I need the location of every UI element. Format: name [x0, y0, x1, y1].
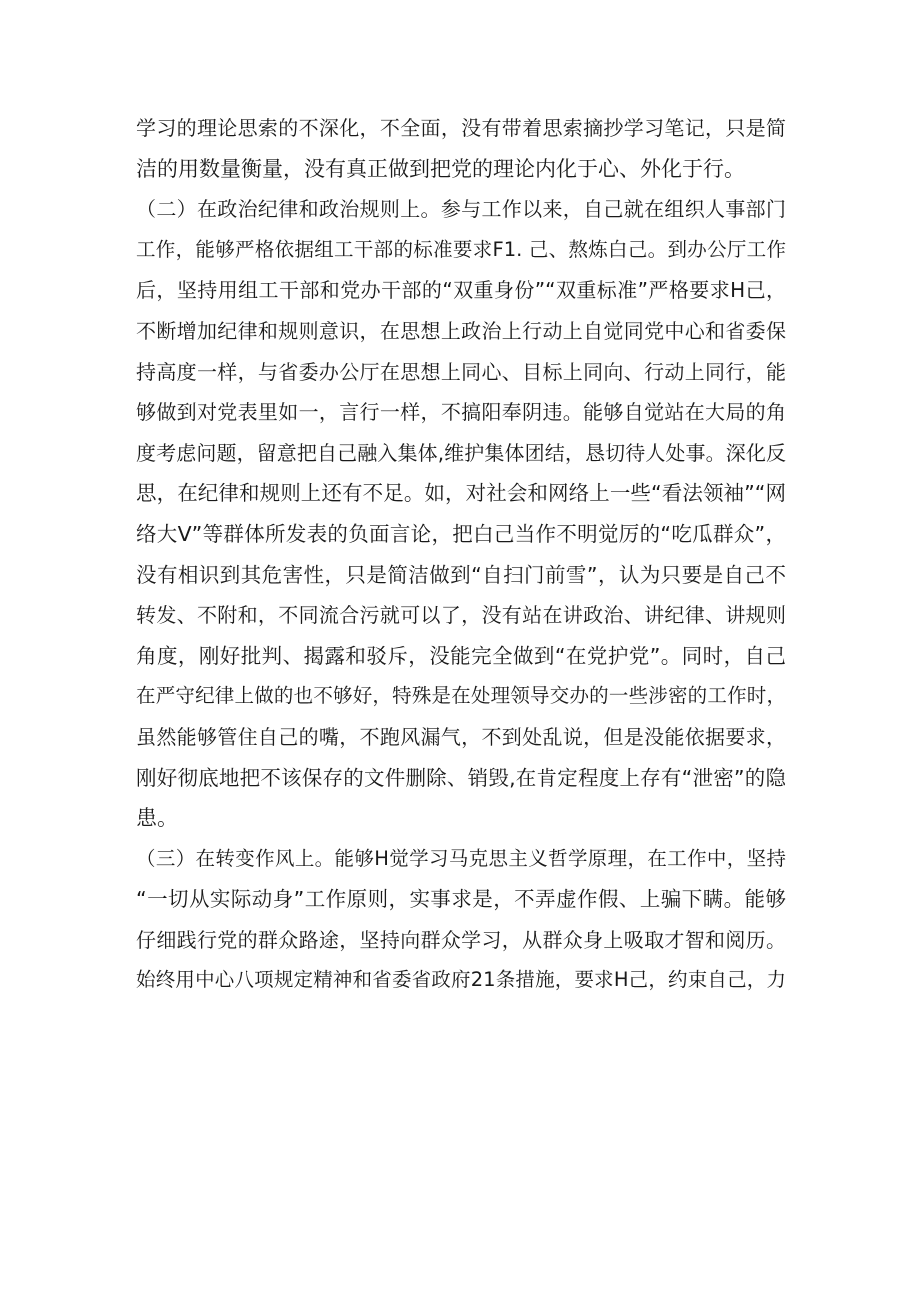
text-line: （三）在转变作风上。能够H觉学习马克思主义哲学原理，在工作中，坚持 — [136, 846, 786, 870]
text-line: 工作，能够严格依据组工干部的标准要求F1. 己、熬炼白己。到办公厅工作 — [136, 237, 786, 261]
text-line: 够做到对党表里如一，言行一样，不搞阳奉阴违。能够自觉站在大局的角 — [136, 400, 786, 425]
text-line: 后，坚持用组工干部和党办干部的“双重身份”“双重标准”严格要求H己， — [136, 278, 786, 303]
text-line: （二）在政治纪律和政治规则上。参与工作以来，自己就在组织人事部门 — [136, 197, 786, 222]
text-line: 仔细践行党的群众路途，坚持向群众学习，从群众身上吸取才智和阅历。 — [136, 927, 786, 952]
text-line: “一切从实际动身”工作原则，实事求是，不弄虚作假、上骗下瞒。能够 — [136, 887, 786, 912]
text-line: 角度，刚好批判、揭露和驳斥，没能完全做到“在党护党”。同时，自己 — [136, 643, 786, 668]
text-line: 络大V”等群体所发表的负面言论，把白己当作不明觉厉的“吃瓜群众”， — [136, 521, 786, 546]
text-line: 在严守纪律上做的也不够好，特殊是在处理领导交办的一些涉密的工作时， — [136, 684, 786, 708]
text-line: 持高度一样，与省委办公厅在思想上同心、目标上同向、行动上同行，能 — [136, 359, 786, 384]
text-line: 度考虑问题，留意把自己融入集体,维护集体团结，恳切待人处事。深化反 — [136, 440, 786, 465]
document-body — [136, 108, 786, 1001]
text-line: 转发、不附和，不同流合污就可以了，没有站在讲政治、讲纪律、讲规则 — [136, 603, 786, 628]
text-line: 虽然能够管住自己的嘴，不跑风漏气，不到处乱说，但是没能依据要求， — [136, 724, 786, 749]
text-line: 始终用中心八项规定精神和省委省政府21条措施，要求H己，约束自己，力 — [136, 968, 786, 992]
text-line: 不断增加纪律和规则意识，在思想上政治上行动上自觉同党中心和省委保 — [136, 318, 786, 343]
text-line: 没有相识到其危害性，只是简洁做到“自扫门前雪”，认为只要是自己不 — [136, 562, 786, 587]
text-line: 洁的用数量衡量，没有真正做到把党的理论内化于心、外化于行。 — [136, 156, 745, 181]
text-line: 患。 — [136, 806, 178, 831]
text-line: 学习的理论思索的不深化，不全面，没有带着思索摘抄学习笔记，只是简 — [136, 116, 786, 140]
text-line: 刚好彻底地把不该保存的文件删除、销毁,在肯定程度上存有“泄密”的隐 — [136, 765, 786, 790]
text-line: 思，在纪律和规则上还有不足。如，对社会和网络上一些“看法领袖”“网 — [136, 481, 786, 506]
